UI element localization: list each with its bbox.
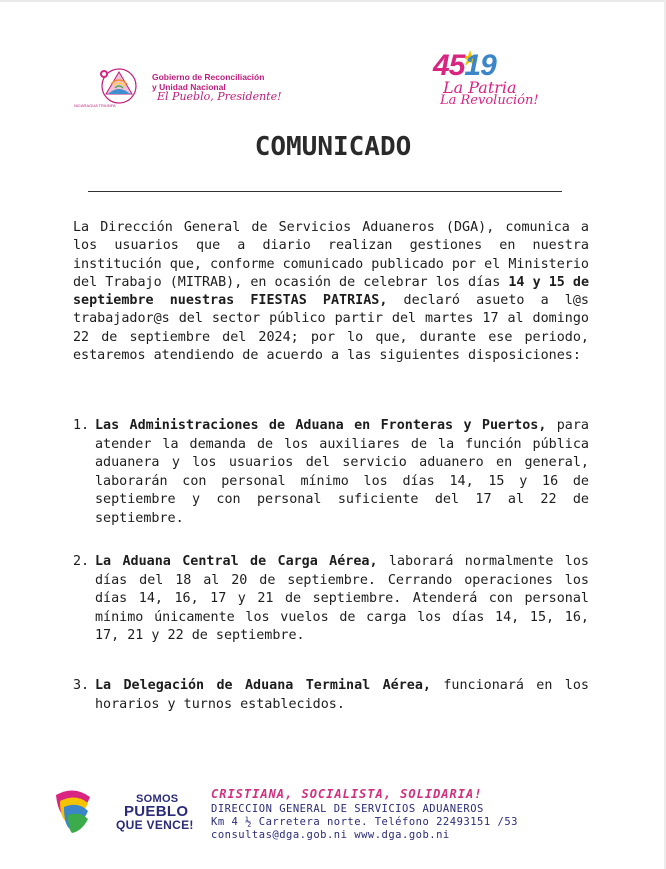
list-item-text bbox=[95, 553, 589, 646]
document-title: COMUNICADO bbox=[254, 132, 412, 162]
anniversary-slogan-2: La Revolución! bbox=[440, 93, 539, 108]
footer-motto: CRISTIANA, SOCIALISTA, SOLIDARIA! bbox=[211, 787, 483, 801]
government-logo-icon bbox=[86, 62, 152, 106]
list-item-text bbox=[95, 417, 589, 528]
anniversary-number: 4519 bbox=[433, 49, 496, 82]
footer-logo-line3: QUE VENCE! bbox=[116, 818, 194, 832]
government-slogan: El Pueblo, Presidente! bbox=[157, 90, 282, 103]
intro-text-1: La Dirección General de Servicios Aduaneros (DGA), comunica a los usuarios que a diario realizan gestiones en nuestra institución que, conforme comunicado publicado por el Ministerio del Trabajo (MITRAB), en ocasión de celebrar los días bbox=[73, 220, 589, 290]
list-item-number: 3. bbox=[73, 678, 90, 693]
government-name-line1: Gobierno de Reconciliación bbox=[152, 72, 265, 82]
government-name bbox=[152, 72, 264, 92]
footer-logo-line1: SOMOS bbox=[136, 793, 179, 805]
government-name-line2: y Unidad Nacional bbox=[152, 82, 226, 92]
list-item-text bbox=[95, 677, 589, 714]
list-item-heading: La Delegación de Aduana Terminal Aérea, bbox=[95, 678, 431, 693]
footer-address-line1: DIRECCION GENERAL DE SERVICIOS ADUANEROS bbox=[211, 803, 484, 815]
intro-text-2: declaró asueto a l@s trabajador@s del sector público partir del martes 17 al domingo 22 de septiembre del 2024; por lo que, durante ese periodo, estaremos atendiendo de acuerdo a las siguientes disposiciones: bbox=[73, 293, 589, 364]
list-item-number: 2. bbox=[73, 554, 90, 569]
footer-contact-line: consultas@dga.gob.ni www.dga.gob.ni bbox=[211, 829, 450, 841]
list-item-number: 1. bbox=[73, 418, 90, 433]
page-edge bbox=[0, 0, 666, 2]
somos-pueblo-logo bbox=[54, 785, 204, 837]
list-item-heading: La Aduana Central de Carga Aérea, bbox=[95, 554, 378, 569]
logo-small-text: NICARAGUA TRIUNFA bbox=[74, 103, 116, 108]
title-divider bbox=[88, 191, 562, 192]
list-item-body: para atender la demanda de los auxiliares de la función pública aduanera y los usuarios del servicio aduanero en general, laborarán con personal mínimo los días 14, 15 y 16 de septiembre y con personal suficiente del 17 al 22 de septiembre. bbox=[95, 418, 589, 526]
list-item-body: laborará normalmente los días del 18 al 20 de septiembre. Cerrando operaciones los días 14, 16, 17 y 21 de septiembre. Atenderá con personal mínimo únicamente los vuelos de carga los días 14, 15, 16, 17, 21 y 22 de septiembre. bbox=[95, 554, 589, 643]
anniversary-slogan-1: La Patria bbox=[443, 78, 517, 97]
list-item-heading: Las Administraciones de Aduana en Fronteras y Puertos, bbox=[95, 418, 547, 433]
intro-text-bold: 14 y 15 de septiembre nuestras FIESTAS PATRIAS, bbox=[73, 274, 590, 309]
list-item-body: funcionará en los horarios y turnos establecidos. bbox=[95, 678, 589, 712]
footer-address-line2: Km 4 ½ Carretera norte. Teléfono 22493151 /53 bbox=[211, 816, 518, 828]
intro-paragraph bbox=[73, 219, 589, 365]
footer-logo-line2: PUEBLO bbox=[124, 803, 189, 820]
